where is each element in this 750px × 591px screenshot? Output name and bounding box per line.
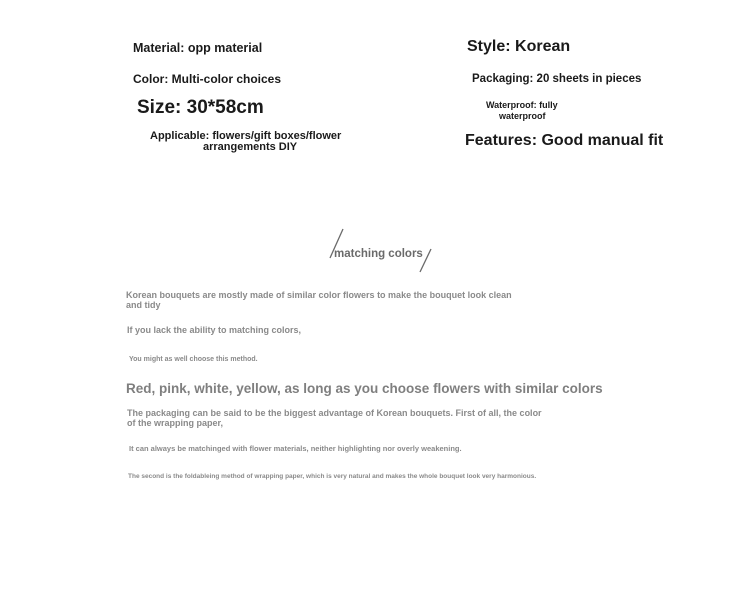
waterproof-spec-line-1: Waterproof: fully [486,100,558,110]
applicable-spec [150,131,360,153]
waterproof-spec-line-2: waterproof [499,111,546,121]
applicable-spec-line-1: Applicable: flowers/gift boxes/flower [150,130,342,142]
paragraph-choose-method: You might as well choose this method. [129,356,258,363]
style-spec: Style: Korean [467,38,571,55]
material-spec: Material: opp material [133,41,263,55]
paragraph-similar-colors: Korean bouquets are mostly made of similar color flowers to make the bouquet look clean and tidy [126,290,512,310]
packaging-spec: Packaging: 20 sheets in pieces [472,73,642,85]
color-spec: Color: Multi-color choices [133,72,282,86]
features-spec: Features: Good manual fit [465,132,664,149]
applicable-spec-line-2: arrangements DIY [203,141,298,153]
paragraph-color-list: Red, pink, white, yellow, as long as you choose flowers with similar colors [126,381,603,396]
paragraph-folding-method: The second is the foldableing method of wrapping paper, which is very natural and makes the whole bouquet look very harmonious. [128,473,537,480]
section-heading-text: matching colors [334,248,423,260]
paragraph-lack-ability: If you lack the ability to matching colors, [127,325,302,335]
size-spec: Size: 30*58cm [137,97,264,118]
paragraph-packaging-advantage: The packaging can be said to be the biggest advantage of Korean bouquets. First of all, the color of the wrapping paper, [127,408,542,428]
waterproof-spec [486,100,576,122]
paragraph-matching-materials: It can always be matchinged with flower materials, neither highlighting nor overly weakening. [129,444,462,453]
section-heading [326,228,436,274]
